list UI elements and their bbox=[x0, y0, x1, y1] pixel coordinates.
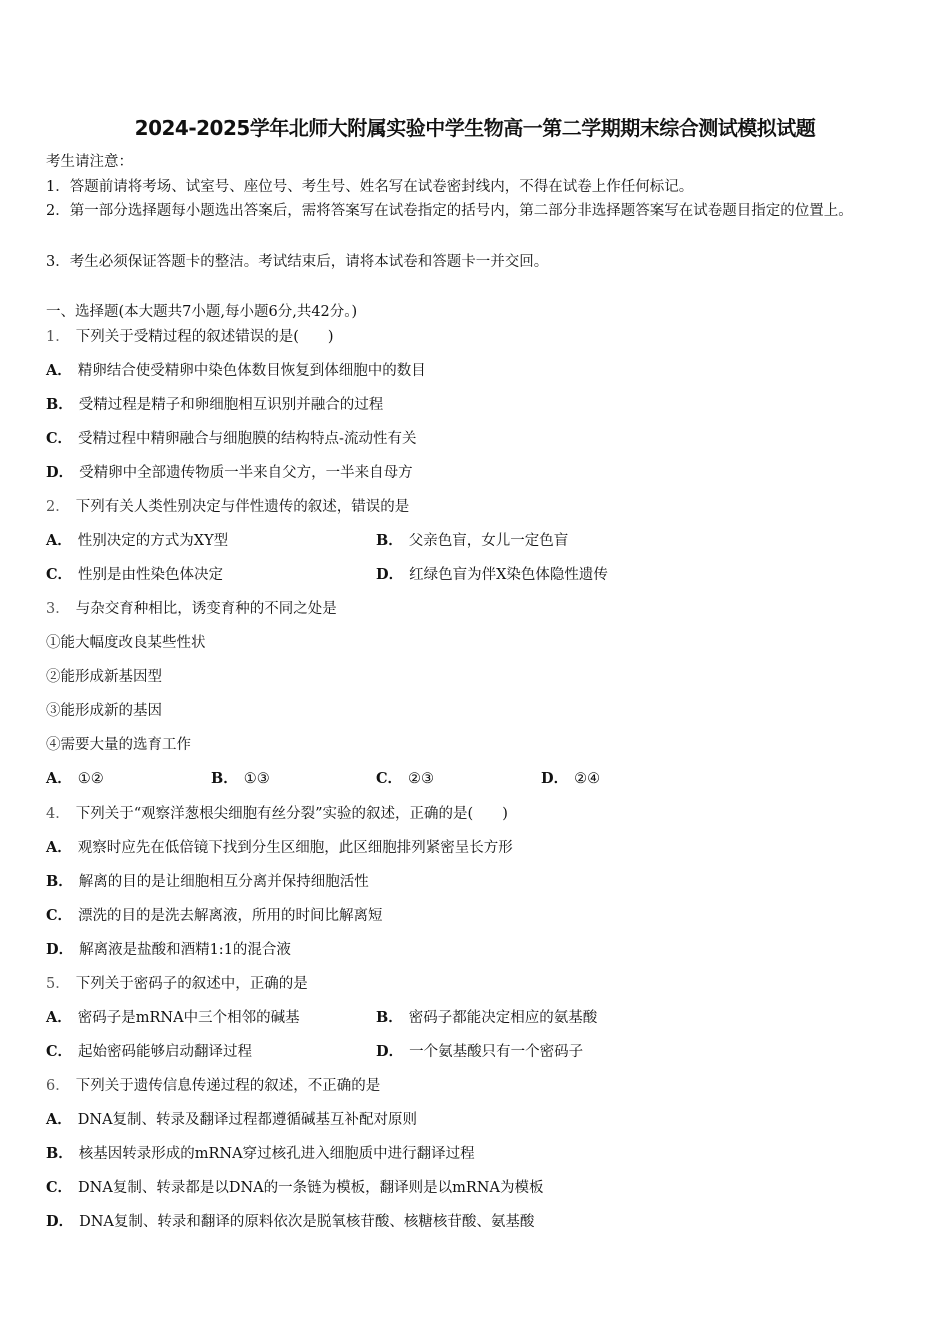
question-text: 下列关于密码子的叙述中，正确的是 bbox=[75, 976, 308, 992]
question-number: 2． bbox=[46, 499, 70, 515]
option: C． 性别是由性染色体决定 bbox=[46, 566, 224, 583]
notice-heading: 考生请注意： bbox=[46, 154, 133, 170]
option: B． 解离的目的是让细胞相互分离并保持细胞活性 bbox=[46, 873, 369, 890]
list-item: ④需要大量的选育工作 bbox=[46, 737, 191, 753]
page-title: 2024-2025学年北师大附属实验中学生物高一第二学期期末综合测试模拟试题 bbox=[134, 116, 816, 140]
list-item: ③能形成新的基因 bbox=[46, 703, 162, 719]
option: A． ①② bbox=[46, 770, 104, 787]
option: D． 一个氨基酸只有一个密码子 bbox=[376, 1043, 584, 1060]
option: C． 漂洗的目的是洗去解离液，所用的时间比解离短 bbox=[46, 907, 383, 924]
option: D． DNA复制、转录和翻译的原料依次是脱氧核苷酸、核糖核苷酸、氨基酸 bbox=[46, 1213, 535, 1230]
question-number: 4． bbox=[46, 806, 70, 822]
option: D． 解离液是盐酸和酒精1:1的混合液 bbox=[46, 941, 291, 958]
option: D． ②④ bbox=[541, 770, 601, 787]
option: B． ①③ bbox=[211, 770, 270, 787]
option: C． ②③ bbox=[376, 770, 435, 787]
option: C． 受精过程中精卵融合与细胞膜的结构特点-流动性有关 bbox=[46, 430, 417, 447]
question-number: 6． bbox=[46, 1078, 70, 1094]
question-number: 5． bbox=[46, 976, 70, 992]
notice-item: 3．考生必须保证答题卡的整洁。考试结束后，请将本试卷和答题卡一并交回。 bbox=[46, 254, 549, 270]
option: B． 核基因转录形成的mRNA穿过核孔进入细胞质中进行翻译过程 bbox=[46, 1145, 475, 1162]
option: D． 受精卵中全部遗传物质一半来自父方，一半来自母方 bbox=[46, 464, 413, 481]
question-stem bbox=[46, 497, 409, 517]
option: B． 父亲色盲，女儿一定色盲 bbox=[376, 532, 569, 549]
section-heading: 一、选择题(本大题共7小题,每小题6分,共42分。) bbox=[46, 304, 358, 320]
notice-item: 2．第一部分选择题每小题选出答案后，需将答案写在试卷指定的括号内，第二部分非选择题答案写在试卷题目指定的位置上。 bbox=[46, 203, 853, 219]
question-stem bbox=[46, 599, 337, 619]
list-item: ①能大幅度改良某些性状 bbox=[46, 635, 206, 651]
question-text: 下列关于受精过程的叙述错误的是( ) bbox=[75, 329, 334, 345]
question-text: 下列关于“观察洋葱根尖细胞有丝分裂”实验的叙述，正确的是( ) bbox=[75, 806, 508, 822]
option: B． 密码子都能决定相应的氨基酸 bbox=[376, 1009, 598, 1026]
question-text: 下列有关人类性别决定与伴性遗传的叙述，错误的是 bbox=[75, 499, 410, 515]
option: A． 密码子是mRNA中三个相邻的碱基 bbox=[46, 1009, 300, 1026]
option: C． 起始密码能够启动翻译过程 bbox=[46, 1043, 253, 1060]
question-number: 3． bbox=[46, 601, 70, 617]
option: C． DNA复制、转录都是以DNA的一条链为模板，翻译则是以mRNA为模板 bbox=[46, 1179, 544, 1196]
option: A． 观察时应先在低倍镜下找到分生区细胞，此区细胞排列紧密呈长方形 bbox=[46, 839, 513, 856]
option: B． 受精过程是精子和卵细胞相互识别并融合的过程 bbox=[46, 396, 384, 413]
option: A． DNA复制、转录及翻译过程都遵循碱基互补配对原则 bbox=[46, 1111, 418, 1128]
list-item: ②能形成新基因型 bbox=[46, 669, 162, 685]
question-text: 与杂交育种相比，诱变育种的不同之处是 bbox=[75, 601, 337, 617]
question-stem bbox=[46, 804, 508, 824]
question-stem bbox=[46, 1076, 380, 1096]
question-number: 1． bbox=[46, 329, 70, 345]
option: A． 精卵结合使受精卵中染色体数目恢复到体细胞中的数目 bbox=[46, 362, 426, 379]
option: A． 性别决定的方式为XY型 bbox=[46, 532, 229, 549]
question-text: 下列关于遗传信息传递过程的叙述，不正确的是 bbox=[75, 1078, 381, 1094]
question-stem bbox=[46, 974, 308, 994]
question-stem bbox=[46, 327, 334, 347]
notice-item: 1．答题前请将考场、试室号、座位号、考生号、姓名写在试卷密封线内，不得在试卷上作任何标记。 bbox=[46, 179, 694, 195]
option: D． 红绿色盲为伴X染色体隐性遗传 bbox=[376, 566, 608, 583]
